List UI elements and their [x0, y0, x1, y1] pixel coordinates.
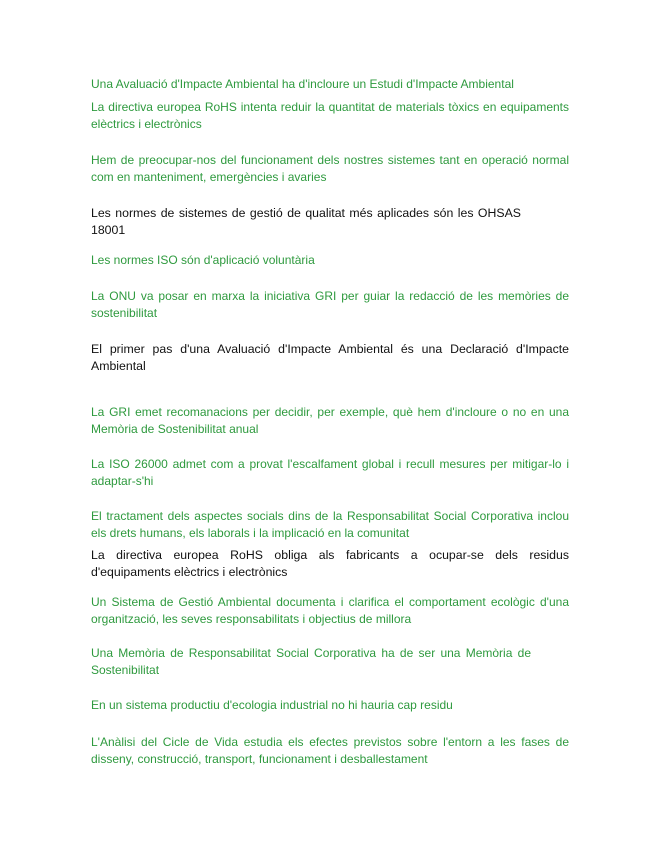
statement-2: La directiva europea RoHS intenta reduir la quantitat de materials tòxics en equipaments elèctrics i electrònics — [91, 100, 569, 131]
statement-9: La ISO 26000 admet com a provat l'escalfament global i recull mesures per mitigar-lo i adaptar-s'hi — [91, 457, 569, 488]
statement-4: Les normes de sistemes de gestió de qualitat més aplicades són les OHSAS 18001 — [91, 206, 521, 237]
statement-6: La ONU va posar en marxa la iniciativa GRI per guiar la redacció de les memòries de sostenibilitat — [91, 289, 569, 320]
statement-12: Un Sistema de Gestió Ambiental documenta i clarifica el comportament ecològic d'una organització, les seves responsabilitats i objectius de millora — [91, 595, 569, 626]
statement-13: Una Memòria de Responsabilitat Social Corporativa ha de ser una Memòria de Sostenibilitat — [91, 646, 531, 677]
statement-11: La directiva europea RoHS obliga als fabricants a ocupar-se dels residus d'equipaments elèctrics i electrònics — [91, 548, 569, 579]
statement-3: Hem de preocupar-nos del funcionament dels nostres sistemes tant en operació normal com en manteniment, emergències i avaries — [91, 153, 569, 184]
statement-5: Les normes ISO són d'aplicació voluntària — [91, 253, 315, 267]
statement-14: En un sistema productiu d'ecologia industrial no hi hauria cap residu — [91, 698, 453, 712]
statement-10: El tractament dels aspectes socials dins de la Responsabilitat Social Corporativa inclou els drets humans, els laborals i la implicació en la comunitat — [91, 509, 569, 540]
statement-7: El primer pas d'una Avaluació d'Impacte Ambiental és una Declaració d'Impacte Ambiental — [91, 342, 569, 373]
statement-15: L'Anàlisi del Cicle de Vida estudia els efectes previstos sobre l'entorn a les fases de disseny, construcció, transport, funcionament i desballestament — [91, 735, 569, 766]
statement-1: Una Avaluació d'Impacte Ambiental ha d'incloure un Estudi d'Impacte Ambiental — [91, 77, 514, 91]
statement-8: La GRI emet recomanacions per decidir, per exemple, què hem d'incloure o no en una Memòria de Sostenibilitat anual — [91, 405, 569, 436]
